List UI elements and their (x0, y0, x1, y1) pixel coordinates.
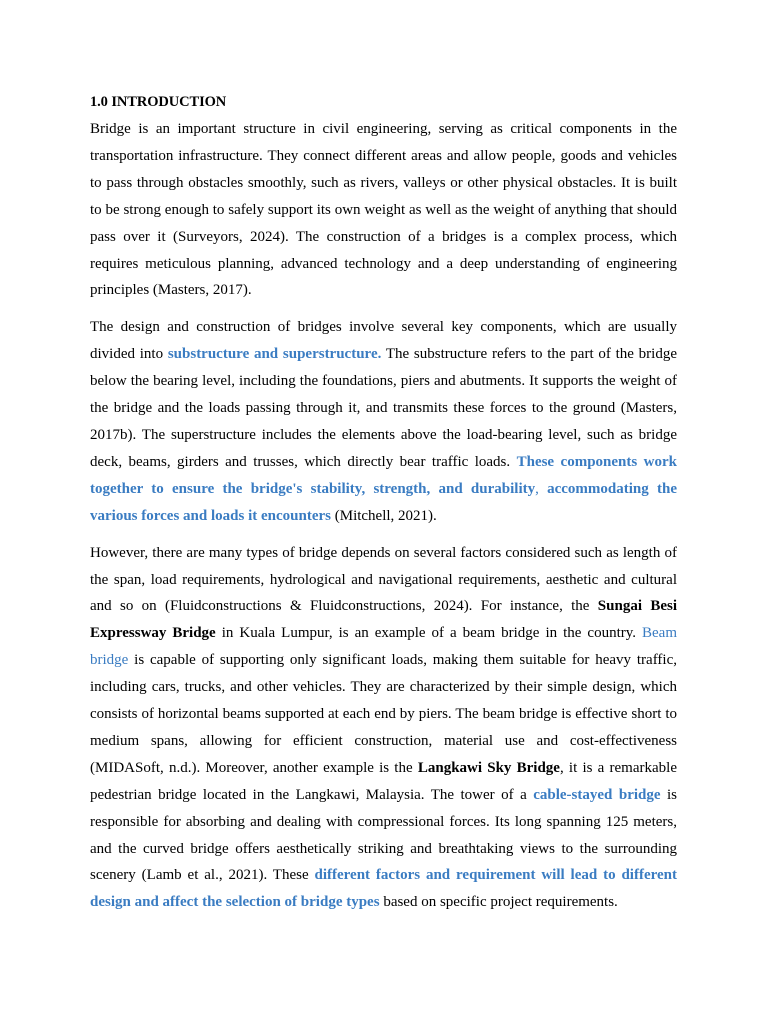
text-run: based on specific project requirements. (379, 894, 618, 911)
paragraph-intro (90, 116, 677, 304)
highlight-cable-stayed-bridge: cable-stayed bridge (533, 786, 661, 803)
bold-langkawi-sky-bridge: Langkawi Sky Bridge (417, 759, 560, 776)
text-run: However, there are many types of bridge depends on several factors considered such as length of the span, load requirements, hydrological and navigational requirements, aesthetic and cultural and so on (Fluidconstructions & Fluidconstructions, 2024). For instance, the (90, 544, 677, 615)
highlight-components-work-together: These components work together to ensure the bridge's stability, strength, and durability (90, 453, 677, 497)
text-run: in Kuala Lumpur, is an example of a beam bridge in the country. (215, 625, 642, 642)
text-run: is responsible for absorbing and dealing with compressional forces. Its long spanning 125 meters, and the curved bridge offers aesthetically striking and breathtaking views to the surrounding scenery (Lamb et al., 2021). These (90, 786, 678, 884)
highlight-comma: , (535, 480, 548, 497)
highlight-accommodating-forces: accommodating the various forces and loads it encounters (90, 480, 677, 524)
paragraph-components (90, 314, 677, 529)
section-heading: 1.0 INTRODUCTION (90, 94, 227, 110)
highlight-different-factors: different factors and requirement will lead to different design and affect the selection of bridge types (90, 867, 678, 911)
paragraph-bridge-types (90, 540, 677, 917)
highlight-substructure-superstructure: substructure and superstructure. (167, 346, 382, 363)
document-page (90, 93, 677, 926)
highlight-beam-bridge: Beam bridge (90, 625, 677, 669)
bold-sungai-besi-bridge: Sungai Besi Expressway Bridge (90, 598, 677, 642)
text-run: is capable of supporting only significant loads, making them suitable for heavy traffic, including cars, trucks, and other vehicles. They are characterized by their simple design, which consists of horizontal beams supported at each end by piers. The beam bridge is effective short to medium spans, allowing for efficient construction, material use and cost-effectiveness (MIDASoft, n.d.). Moreover, another example is the (90, 652, 677, 776)
text-run: (Mitchell, 2021). (330, 507, 437, 524)
text-run: The design and construction of bridges involve several key components, which are usually divided into (90, 319, 677, 363)
text-run: The substructure refers to the part of the bridge below the bearing level, including the foundations, piers and abutments. It supports the weight of the bridge and the loads passing through it, and transmits these forces to the ground (Masters, 2017b). The superstructure includes the elements above the load-bearing level, such as bridge deck, beams, girders and trusses, which directly bear traffic loads. (90, 346, 678, 470)
text-run: , it is a remarkable pedestrian bridge located in the Langkawi, Malaysia. The tower of a (90, 759, 677, 803)
paragraph-intro-text: Bridge is an important structure in civil engineering, serving as critical components in the transportation infrastructure. They connect different areas and allow people, goods and vehicles to pass through obstacles smoothly, such as rivers, valleys or other physical obstacles. It is built to be strong enough to safely support its own weight as well as the weight of anything that should pass over it (Surveyors, 2024). The construction of a bridges is a complex process, which requires meticulous planning, advanced technology and a deep understanding of engineering principles (Masters, 2017). (90, 121, 677, 299)
